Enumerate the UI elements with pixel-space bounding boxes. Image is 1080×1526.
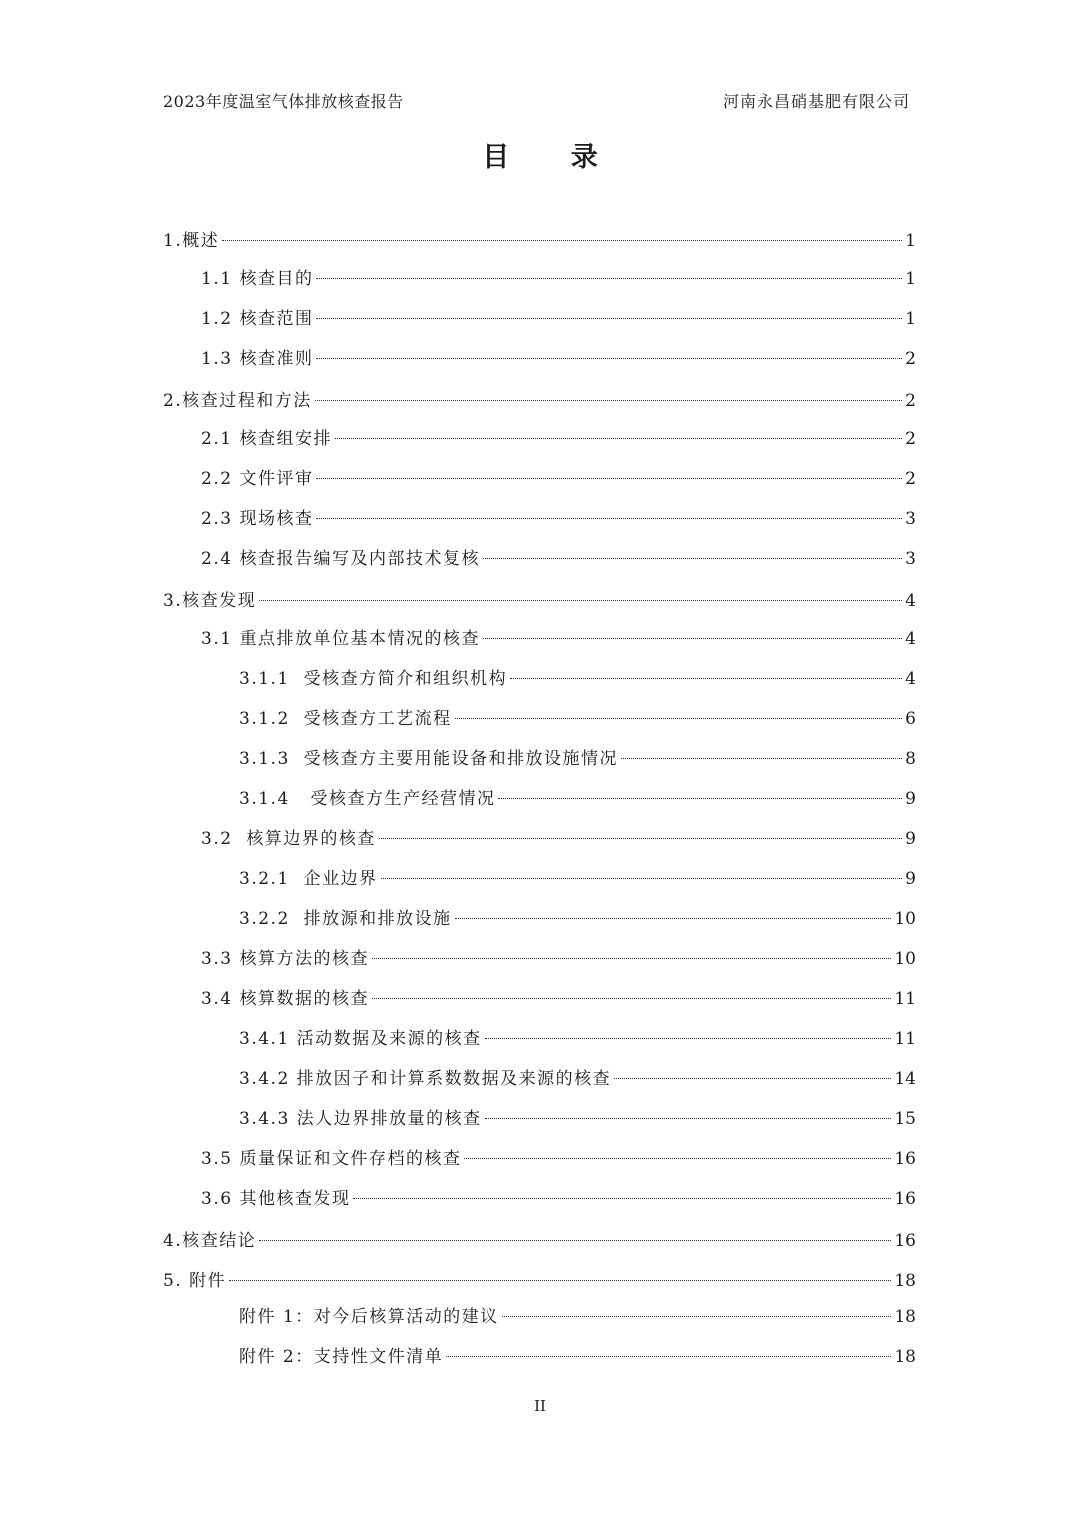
toc-entry[interactable] [239,1025,916,1053]
toc-leader-dots [316,478,902,479]
toc-entry-page: 14 [894,1069,916,1089]
toc-entry-label: 3.1.4 受核查方生产经营情况 [239,789,496,809]
toc-entry-page: 8 [905,749,916,769]
toc-entry-page: 9 [905,869,916,889]
toc-entry-label: 2.2 文件评审 [201,469,314,489]
toc-entry[interactable] [163,1267,916,1295]
toc-entry-label: 附件 2：支持性文件清单 [239,1347,444,1367]
toc-entry-page: 9 [905,789,916,809]
toc-entry-page: 18 [894,1307,916,1327]
toc-leader-dots [502,1316,892,1317]
toc-leader-dots [485,1038,892,1039]
toc-entry[interactable] [163,227,916,255]
toc-leader-dots [353,1198,891,1199]
page-title: 目 录 [482,142,624,173]
toc-entry-label: 3.核查发现 [163,591,257,611]
toc-leader-dots [455,718,903,719]
toc-entry[interactable] [239,905,916,933]
toc-leader-dots [621,758,902,759]
toc-entry-label: 3.1.1 受核查方简介和组织机构 [239,669,508,689]
toc-entry-label: 3.6 其他核查发现 [201,1189,351,1209]
toc-leader-dots [316,518,902,519]
toc-entry-page: 18 [894,1347,916,1367]
toc-entry-label: 1.2 核查范围 [201,309,314,329]
toc-entry-page: 15 [894,1109,916,1129]
toc-entry[interactable] [239,1065,916,1093]
toc-leader-dots [498,798,902,799]
toc-entry-page: 6 [905,709,916,729]
toc-leader-dots [335,438,902,439]
toc-leader-dots [259,600,902,601]
toc-entry[interactable] [201,1185,916,1213]
toc-entry-page: 16 [894,1189,916,1209]
toc-entry-page: 4 [905,629,916,649]
toc-entry-page: 10 [894,909,916,929]
toc-entry[interactable] [201,505,916,533]
toc-entry-page: 2 [905,429,916,449]
toc-leader-dots [315,400,902,401]
toc-entry-label: 3.1.3 受核查方主要用能设备和排放设施情况 [239,749,619,769]
toc-entry-label: 4.核查结论 [163,1231,257,1251]
toc-entry[interactable] [201,945,916,973]
toc-entry-page: 4 [905,669,916,689]
toc-entry-label: 3.4.3 法人边界排放量的核查 [239,1109,482,1129]
page-number: II [534,1397,546,1415]
toc-entry-page: 18 [894,1271,916,1291]
toc-entry-label: 3.1 重点排放单位基本情况的核查 [201,629,480,649]
toc-entry-page: 3 [905,509,916,529]
toc-entry-page: 2 [905,469,916,489]
toc-entry[interactable] [201,985,916,1013]
toc-entry[interactable] [239,785,916,813]
toc-entry-label: 5. 附件 [163,1271,227,1291]
toc-entry[interactable] [239,1303,916,1331]
toc-entry[interactable] [239,745,916,773]
toc-entry-page: 10 [894,949,916,969]
toc-leader-dots [379,838,902,839]
toc-entry-label: 3.4 核算数据的核查 [201,989,369,1009]
toc-leader-dots [464,1158,891,1159]
toc-entry-label: 3.3 核算方法的核查 [201,949,369,969]
toc-entry-label: 3.2.1 企业边界 [239,869,378,889]
toc-entry-label: 1.1 核查目的 [201,269,314,289]
toc-entry-page: 16 [894,1149,916,1169]
header-company-name: 河南永昌硝基肥有限公司 [722,92,910,111]
toc-entry-page: 2 [905,349,916,369]
toc-entry[interactable] [201,345,916,373]
toc-leader-dots [483,558,902,559]
toc-entry[interactable] [239,1343,916,1371]
toc-leader-dots [372,958,891,959]
toc-entry[interactable] [201,1145,916,1173]
toc-leader-dots [485,1118,892,1119]
toc-entry[interactable] [239,1105,916,1133]
toc-entry-page: 4 [905,591,916,611]
toc-entry[interactable] [239,865,916,893]
toc-leader-dots [510,678,902,679]
toc-entry[interactable] [239,705,916,733]
toc-entry[interactable] [239,665,916,693]
toc-leader-dots [372,998,891,999]
toc-entry[interactable] [201,825,916,853]
toc-leader-dots [381,878,903,879]
header-report-title: 2023年度温室气体排放核查报告 [163,92,404,111]
toc-leader-dots [316,278,902,279]
toc-entry-page: 1 [905,269,916,289]
toc-entry[interactable] [163,387,916,415]
toc-entry[interactable] [201,305,916,333]
toc-entry-label: 3.2 核算边界的核查 [201,829,376,849]
toc-leader-dots [483,638,902,639]
toc-entry[interactable] [163,1227,916,1255]
toc-entry-label: 3.2.2 排放源和排放设施 [239,909,452,929]
toc-entry[interactable] [201,545,916,573]
toc-entry-page: 9 [905,829,916,849]
toc-entry-label: 1.概述 [163,231,220,251]
toc-entry-page: 16 [894,1231,916,1251]
toc-entry-label: 3.1.2 受核查方工艺流程 [239,709,452,729]
toc-entry-label: 2.核查过程和方法 [163,391,312,411]
toc-leader-dots [259,1240,891,1241]
toc-leader-dots [229,1280,891,1281]
toc-entry[interactable] [201,425,916,453]
toc-entry[interactable] [163,587,916,615]
toc-entry-page: 11 [894,989,916,1009]
toc-entry[interactable] [201,465,916,493]
toc-entry-page: 1 [905,309,916,329]
toc-entry-page: 2 [905,391,916,411]
toc-entry-page: 3 [905,549,916,569]
toc-entry-label: 2.4 核查报告编写及内部技术复核 [201,549,480,569]
toc-entry-label: 2.1 核查组安排 [201,429,332,449]
toc-entry[interactable] [201,265,916,293]
toc-leader-dots [614,1078,891,1079]
toc-entry-label: 3.4.2 排放因子和计算系数数据及来源的核查 [239,1069,612,1089]
toc-entry-label: 3.4.1 活动数据及来源的核查 [239,1029,482,1049]
toc-leader-dots [316,358,902,359]
toc-entry-label: 1.3 核查准则 [201,349,314,369]
toc-leader-dots [316,318,902,319]
toc-entry-page: 1 [905,231,916,251]
toc-entry-label: 2.3 现场核查 [201,509,314,529]
toc-entry[interactable] [201,625,916,653]
toc-entry-label: 附件 1：对今后核算活动的建议 [239,1307,499,1327]
toc-leader-dots [455,918,892,919]
toc-entry-label: 3.5 质量保证和文件存档的核查 [201,1149,462,1169]
toc-entry-page: 11 [894,1029,916,1049]
toc-leader-dots [446,1356,891,1357]
toc-leader-dots [222,240,902,241]
